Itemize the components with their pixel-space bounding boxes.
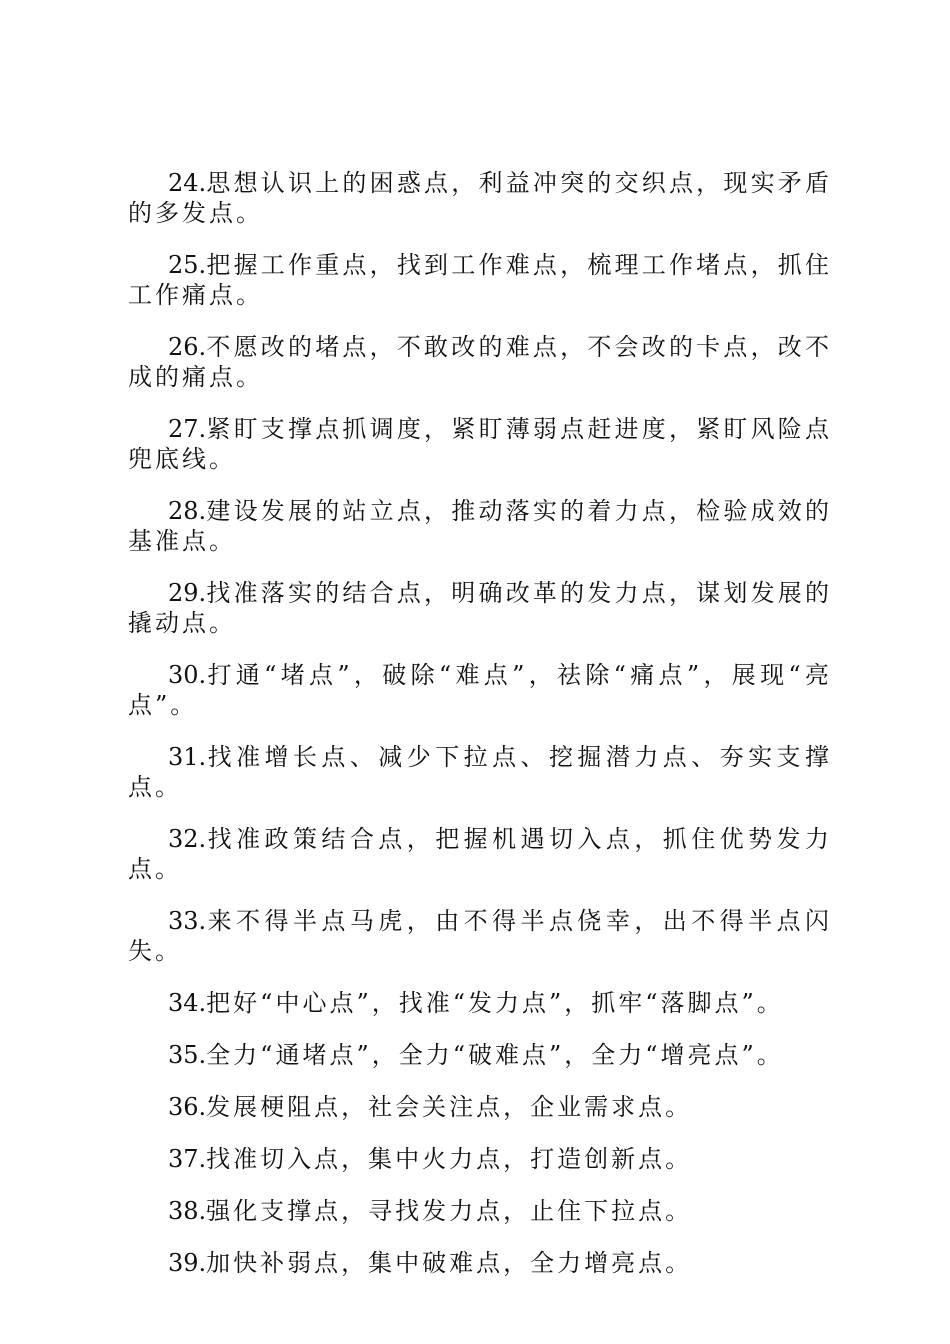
- item-text: 思想认识上的困惑点，利益冲突的交织点，现实矛盾的多发点。: [128, 169, 832, 227]
- item-text: 建设发展的站立点，推动落实的着力点，检验成效的基准点。: [128, 497, 832, 555]
- list-item-33: [128, 906, 832, 966]
- item-number: 36.: [168, 1093, 207, 1121]
- item-text: 来不得半点马虎，由不得半点侥幸，出不得半点闪失。: [128, 907, 832, 965]
- item-text: 打通“堵点”，破除“难点”，祛除“痛点”，展现“亮点”。: [128, 661, 832, 719]
- item-number: 39.: [168, 1249, 207, 1277]
- item-number: 31.: [168, 743, 207, 771]
- item-number: 27.: [168, 415, 207, 443]
- item-text: 找准政策结合点，把握机遇切入点，抓住优势发力点。: [128, 825, 832, 883]
- document-page: [128, 168, 832, 1300]
- item-text: 加快补弱点，集中破难点，全力增亮点。: [206, 1249, 693, 1277]
- list-item-34: [128, 988, 832, 1018]
- list-item-30: [128, 660, 832, 720]
- list-item-35: [128, 1040, 832, 1070]
- item-text: 紧盯支撑点抓调度，紧盯薄弱点赶进度，紧盯风险点兜底线。: [128, 415, 832, 473]
- item-number: 30.: [168, 661, 207, 689]
- item-number: 34.: [168, 989, 207, 1017]
- item-number: 29.: [168, 579, 207, 607]
- item-text: 不愿改的堵点，不敢改的难点，不会改的卡点，改不成的痛点。: [128, 333, 832, 391]
- item-number: 37.: [168, 1145, 207, 1173]
- item-text: 把好“中心点”，找准“发力点”，抓牢“落脚点”。: [206, 989, 784, 1017]
- item-text: 强化支撑点，寻找发力点，止住下拉点。: [206, 1197, 693, 1225]
- item-text: 发展梗阻点，社会关注点，企业需求点。: [206, 1093, 693, 1121]
- item-number: 25.: [168, 251, 207, 279]
- list-item-37: [128, 1144, 832, 1174]
- item-number: 38.: [168, 1197, 207, 1225]
- item-number: 32.: [168, 825, 207, 853]
- list-item-31: [128, 742, 832, 802]
- list-item-32: [128, 824, 832, 884]
- item-text: 把握工作重点，找到工作难点，梳理工作堵点，抓住工作痛点。: [128, 251, 832, 309]
- item-number: 26.: [168, 333, 207, 361]
- list-item-24: [128, 168, 832, 228]
- item-text: 找准落实的结合点，明确改革的发力点，谋划发展的撬动点。: [128, 579, 832, 637]
- list-item-27: [128, 414, 832, 474]
- item-text: 找准增长点、减少下拉点、挖掘潜力点、夯实支撑点。: [128, 743, 832, 801]
- list-item-29: [128, 578, 832, 638]
- list-item-26: [128, 332, 832, 392]
- item-number: 33.: [168, 907, 207, 935]
- list-item-28: [128, 496, 832, 556]
- list-item-38: [128, 1196, 832, 1226]
- list-item-39: [128, 1248, 832, 1278]
- item-number: 35.: [168, 1041, 207, 1069]
- item-number: 24.: [168, 169, 207, 197]
- item-text: 找准切入点，集中火力点，打造创新点。: [206, 1145, 693, 1173]
- list-item-36: [128, 1092, 832, 1122]
- list-item-25: [128, 250, 832, 310]
- item-text: 全力“通堵点”，全力“破难点”，全力“增亮点”。: [206, 1041, 784, 1069]
- item-number: 28.: [168, 497, 207, 525]
